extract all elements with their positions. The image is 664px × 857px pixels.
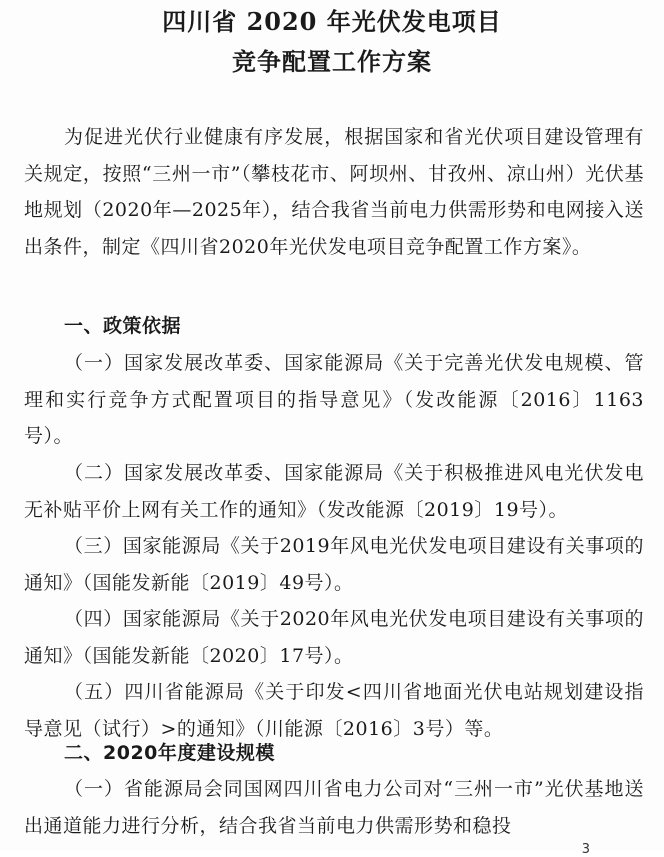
policy-item-1: （一）国家发展改革委、国家能源局《关于完善光伏发电规模、管理和实行竞争方式配置项目的指导意见》（发改能源〔2016〕1163号）。 xyxy=(24,352,644,447)
section-heading-policy-basis: 一、政策依据 xyxy=(64,315,182,337)
scale-paragraph: （一）省能源局会同国网四川省电力公司对“三州一市”光伏基地送出通道能力进行分析，结合我省当前电力供需形势和稳投 xyxy=(24,778,644,837)
policy-item-4: （四）国家能源局《关于2020年风电光伏发电项目建设有关事项的通知》（国能发新能〔2020〕17号）。 xyxy=(24,608,644,667)
document-title-line-1: 四川省 2020 年光伏发电项目 xyxy=(162,7,502,36)
policy-item-3: （三）国家能源局《关于2019年风电光伏发电项目建设有关事项的通知》（国能发新能〔2019〕49号）。 xyxy=(24,535,644,594)
document-title-line-2: 竞争配置工作方案 xyxy=(232,47,432,76)
policy-item-2: （二）国家发展改革委、国家能源局《关于积极推进风电光伏发电无补贴平价上网有关工作的通知》（发改能源〔2019〕19号）。 xyxy=(24,462,644,521)
intro-paragraph: 为促进光伏行业健康有序发展，根据国家和省光伏项目建设管理有关规定，按照“三州一市”（攀枝花市、阿坝州、甘孜州、凉山州）光伏基地规划（2020年—2025年），结合我省当前电力供需形势和电网接入送出条件，制定《四川省2020年光伏发电项目竞争配置工作方案》。 xyxy=(24,126,644,258)
section-heading-construction-scale: 二、2020年度建设规模 xyxy=(64,742,275,764)
policy-item-5: （五）四川省能源局《关于印发<四川省地面光伏电站规划建设指导意见（试行）>的通知》（川能源〔2016〕3号）等。 xyxy=(24,681,644,740)
page-number: 3 xyxy=(581,842,590,857)
